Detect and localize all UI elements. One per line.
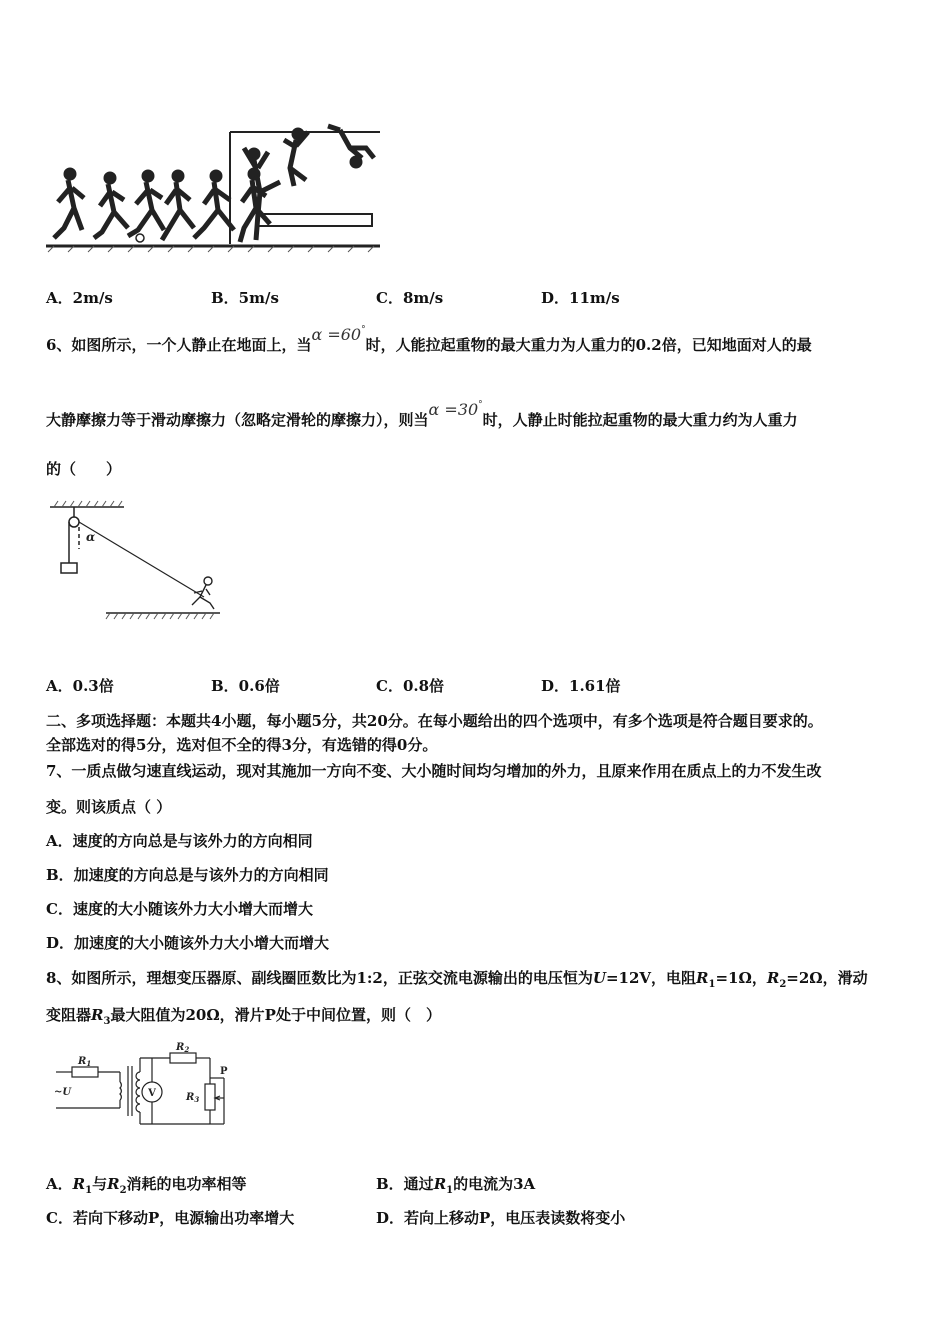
- fig-r1-label: [77, 1056, 91, 1068]
- q6-option-d: D．1.61倍: [541, 677, 621, 695]
- q8-line-1-d: =2Ω，滑动: [786, 969, 868, 987]
- q6-line-2: [46, 400, 798, 430]
- q8-option-b-r1: R: [433, 1175, 447, 1193]
- q8-option-a-post: 消耗的电功率相等: [126, 1175, 247, 1193]
- q6-option-a: A．0.3倍: [46, 677, 114, 695]
- section2-line-2: 全部选对的得5分，选对但不全的得3分，有选错的得0分。: [46, 736, 438, 754]
- fig-r2-label: [175, 1042, 189, 1054]
- q6-line-1: [46, 325, 812, 355]
- q8-var-r2: R: [766, 969, 780, 987]
- q7-line-2: 变。则该质点（ ）: [46, 798, 172, 816]
- section2-line-1: 二、多项选择题：本题共4小题，每小题5分，共20分。在每小题给出的四个选项中，有多个选项是符合题目要求的。: [46, 712, 823, 730]
- q8-option-b-r1-sub: 1: [446, 1185, 454, 1196]
- q6-option-b: B．0.6倍: [211, 677, 280, 695]
- q8-line-1-a: 8、如图所示，理想变压器原、副线圈匝数比为1:2，正弦交流电源输出的电压恒为: [46, 969, 593, 987]
- fig-r1-letter: R: [78, 1056, 87, 1067]
- q7-line-1: 7、一质点做匀速直线运动，现对其施加一方向不变、大小随时间均匀增加的外力，且原来作用在质点上的力不发生改: [46, 762, 822, 780]
- q6-line-1-post: 时，人能拉起重物的最大重力为人重力的0.2倍，已知地面对人的最: [365, 336, 812, 354]
- q8-line-1-c: =1Ω，: [715, 969, 767, 987]
- q8-option-b-pre: B．通过: [376, 1175, 434, 1193]
- q6-option-c: C．0.8倍: [376, 677, 445, 695]
- fig-slider-label: P: [220, 1066, 228, 1077]
- q8-option-a-pre: A．: [46, 1175, 73, 1193]
- q6-line-2-pre: 大静摩擦力等于滑动摩擦力（忽略定滑轮的摩擦力），则当: [46, 411, 429, 429]
- q6-alpha-60-text: α =60: [311, 325, 362, 344]
- q8-sub-2: 2: [779, 979, 787, 990]
- q5-option-d: D．11m/s: [541, 289, 620, 307]
- q6-line-2-post: 时，人静止时能拉起重物的最大重力约为人重力: [482, 411, 798, 429]
- q8-option-a: [46, 1173, 247, 1196]
- fig-r1-sub: 1: [86, 1059, 92, 1068]
- q8-sub-3: 3: [103, 1016, 111, 1027]
- q6-alpha-30: α =30°: [428, 400, 483, 419]
- q8-var-u: U: [592, 969, 606, 987]
- q8-option-a-r1-sub: 1: [85, 1185, 93, 1196]
- q8-line-2-a: 变阻器: [46, 1006, 92, 1024]
- q8-option-b-post: 的电流为3A: [453, 1175, 536, 1193]
- q8-line-2-b: 最大阻值为20Ω，滑片P处于中间位置，则（ ）: [110, 1006, 441, 1024]
- q8-var-r1: R: [696, 969, 709, 987]
- q7-option-b: B．加速度的方向总是与该外力的方向相同: [46, 866, 329, 884]
- q5-option-b: B．5m/s: [211, 289, 279, 307]
- fig-source-label: ~U: [54, 1087, 72, 1098]
- q8-line-1-b: =12V，电阻: [605, 969, 697, 987]
- q6-alpha-30-text: α =30: [428, 400, 479, 419]
- q7-option-d: D．加速度的大小随该外力大小增大而增大: [46, 934, 330, 952]
- q8-line-2: [46, 1004, 441, 1027]
- fig-r3-sub: 3: [194, 1095, 200, 1104]
- q7-option-a: A．速度的方向总是与该外力的方向相同: [46, 832, 313, 850]
- q5-option-a: A．2m/s: [46, 289, 113, 307]
- voltmeter-label: V: [148, 1088, 156, 1099]
- alpha-label: α: [86, 530, 96, 544]
- q6-line-1-pre: 6、如图所示，一个人静止在地面上，当: [46, 336, 312, 354]
- high-jump-figure: [44, 118, 384, 254]
- q8-var-r3: R: [91, 1006, 104, 1024]
- q8-option-a-r2-sub: 2: [119, 1185, 127, 1196]
- q8-option-a-mid: 与: [92, 1175, 108, 1193]
- q6-line-3: 的（ ）: [46, 460, 122, 478]
- fig-r2-sub: 2: [184, 1045, 190, 1054]
- q8-option-d: D．若向上移动P，电压表读数将变小: [376, 1209, 626, 1227]
- q6-alpha-60: α =60°: [311, 325, 366, 344]
- fig-r3-label: [185, 1092, 199, 1104]
- q8-option-c: C．若向下移动P，电源输出功率增大: [46, 1209, 295, 1227]
- fig-r3-letter: R: [186, 1092, 195, 1103]
- transformer-circuit-figure: [44, 1038, 254, 1130]
- q8-option-a-r1: R: [72, 1175, 86, 1193]
- q5-option-c: C．8m/s: [376, 289, 444, 307]
- q8-option-a-r2: R: [107, 1175, 120, 1193]
- q8-sub-1: 1: [708, 979, 716, 990]
- q8-option-b: [376, 1173, 535, 1196]
- pulley-figure: [44, 497, 254, 629]
- q8-line-1: [46, 967, 868, 990]
- fig-r2-letter: R: [176, 1042, 185, 1053]
- q7-option-c: C．速度的大小随该外力大小增大而增大: [46, 900, 313, 918]
